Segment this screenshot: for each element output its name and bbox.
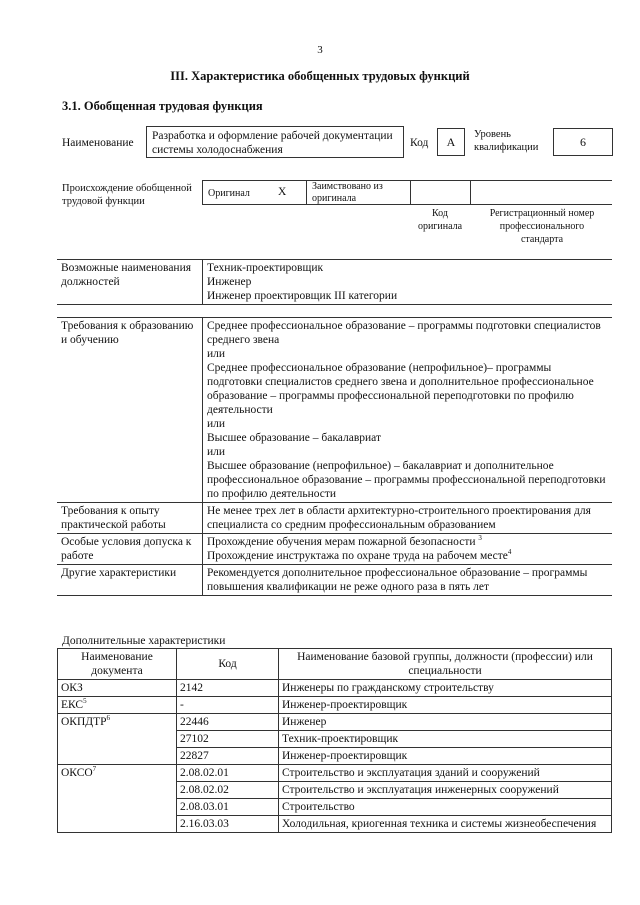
group-name-cell: Инженеры по гражданскому строительству — [279, 680, 612, 697]
additional-table — [57, 648, 612, 833]
group-name-cell: Инженер-проектировщик — [279, 748, 612, 765]
code-label: Код — [410, 137, 429, 149]
subsection-title: 3.1. Обобщенная трудовая функция — [62, 99, 263, 113]
group-name-cell: Инженер-проектировщик — [279, 697, 612, 714]
job-titles-table — [57, 259, 612, 305]
code-cell: 22827 — [177, 748, 279, 765]
doc-okpdtr: ОКПДТР$^6$ — [58, 714, 177, 765]
education-line: Среднее профессиональное образование – программы подготовки специалистов среднего звена — [207, 320, 601, 346]
code-cell: 2.08.02.01 — [177, 765, 279, 782]
footnote-mark: 4 — [507, 548, 512, 557]
other-cell: Рекомендуется дополнительное профессиональное образование – программы повышения квалификации не реже одного раза в пять лет — [203, 565, 613, 596]
level-value: 6 — [580, 135, 586, 149]
job-titles-cell — [203, 260, 613, 305]
level-label: Уровень квалификации — [474, 129, 539, 153]
code-cell: - — [177, 697, 279, 714]
experience-cell: Не менее трех лет в области архитектурно-строительного проектирования для специалиста со средним профессиональным образованием — [203, 503, 613, 534]
group-name-cell: Строительство и эксплуатация инженерных сооружений — [279, 782, 612, 799]
education-line: Среднее профессиональное образование (непрофильное)– программы подготовки специалистов среднего звена и дополнительное профессиональное образование – программы профессиональной переподготовки по профилю деятельности — [207, 362, 594, 416]
section-title: III. Характеристика обобщенных трудовых функций — [170, 69, 470, 83]
education-line: Высшее образование – бакалавриат — [207, 432, 381, 444]
origin-label: Происхождение обобщенной трудовой функции — [62, 183, 192, 207]
code-value: А — [446, 135, 456, 149]
page-number: 3 — [317, 44, 323, 56]
code-value-box — [437, 128, 465, 156]
job-titles-label: Возможные наименования должностей — [57, 260, 203, 305]
group-name-cell: Строительство и эксплуатация зданий и сооружений — [279, 765, 612, 782]
education-line: или — [207, 418, 226, 430]
header-document: Наименование документа — [58, 649, 177, 680]
function-name-box — [146, 126, 404, 158]
code-cell: 2.08.03.01 — [177, 799, 279, 816]
doc-okso: ОКСО$^7$ — [58, 765, 177, 833]
reg-number-caption: Регистрационный номер профессионального стандарта — [489, 208, 595, 245]
job-title: Инженер проектировщик III категории — [207, 290, 398, 302]
code-cell: 2.16.03.03 — [177, 816, 279, 833]
group-name-cell: Техник-проектировщик — [279, 731, 612, 748]
job-title: Инженер — [207, 276, 252, 288]
admission-label: Особые условия допуска к работе — [57, 534, 203, 565]
doc-eks: ЕКС$^5$ — [58, 697, 177, 714]
group-name-cell: Холодильная, криогенная техника и системы жизнеобеспечения — [279, 816, 612, 833]
code-cell: 2.08.02.02 — [177, 782, 279, 799]
function-name-value: Разработка и оформление рабочей документации системы холодоснабжения — [152, 130, 393, 156]
code-cell: 27102 — [177, 731, 279, 748]
footnote-mark: 3 — [478, 534, 482, 543]
admission-cell — [203, 534, 613, 565]
experience-label: Требования к опыту практической работы — [57, 503, 203, 534]
code-cell: 22446 — [177, 714, 279, 731]
education-line: или — [207, 348, 226, 360]
code-cell: 2142 — [177, 680, 279, 697]
group-name-cell: Строительство — [279, 799, 612, 816]
job-title: Техник-проектировщик — [207, 262, 324, 274]
name-label: Наименование — [62, 137, 134, 149]
header-code: Код — [177, 649, 279, 680]
doc-okz: ОКЗ — [58, 680, 177, 697]
education-label: Требования к образованию и обучению — [57, 318, 203, 503]
header-group-name: Наименование базовой группы, должности (профессии) или специальности — [279, 649, 612, 680]
education-cell — [203, 318, 613, 503]
other-label: Другие характеристики — [57, 565, 203, 596]
additional-caption: Дополнительные характеристики — [62, 635, 226, 647]
education-line: или — [207, 446, 226, 458]
original-mark: Х — [278, 186, 287, 198]
requirements-table — [57, 317, 612, 596]
admission-line: Прохождение обучения мерам пожарной безопасности $^3$ — [207, 534, 482, 548]
education-line: Высшее образование (непрофильное) – бакалавриат и дополнительное профессиональное образование – программы профессиональной переподготовки по профилю деятельности — [207, 460, 606, 500]
level-value-box — [553, 128, 613, 156]
borrowed-label: Заимствовано из оригинала — [312, 181, 383, 204]
original-label: Оригинал — [208, 188, 250, 199]
group-name-cell: Инженер — [279, 714, 612, 731]
code-original-caption: Код оригинала — [417, 208, 463, 232]
admission-line: Прохождение инструктажа по охране труда на рабочем месте$^4$ — [207, 548, 512, 562]
